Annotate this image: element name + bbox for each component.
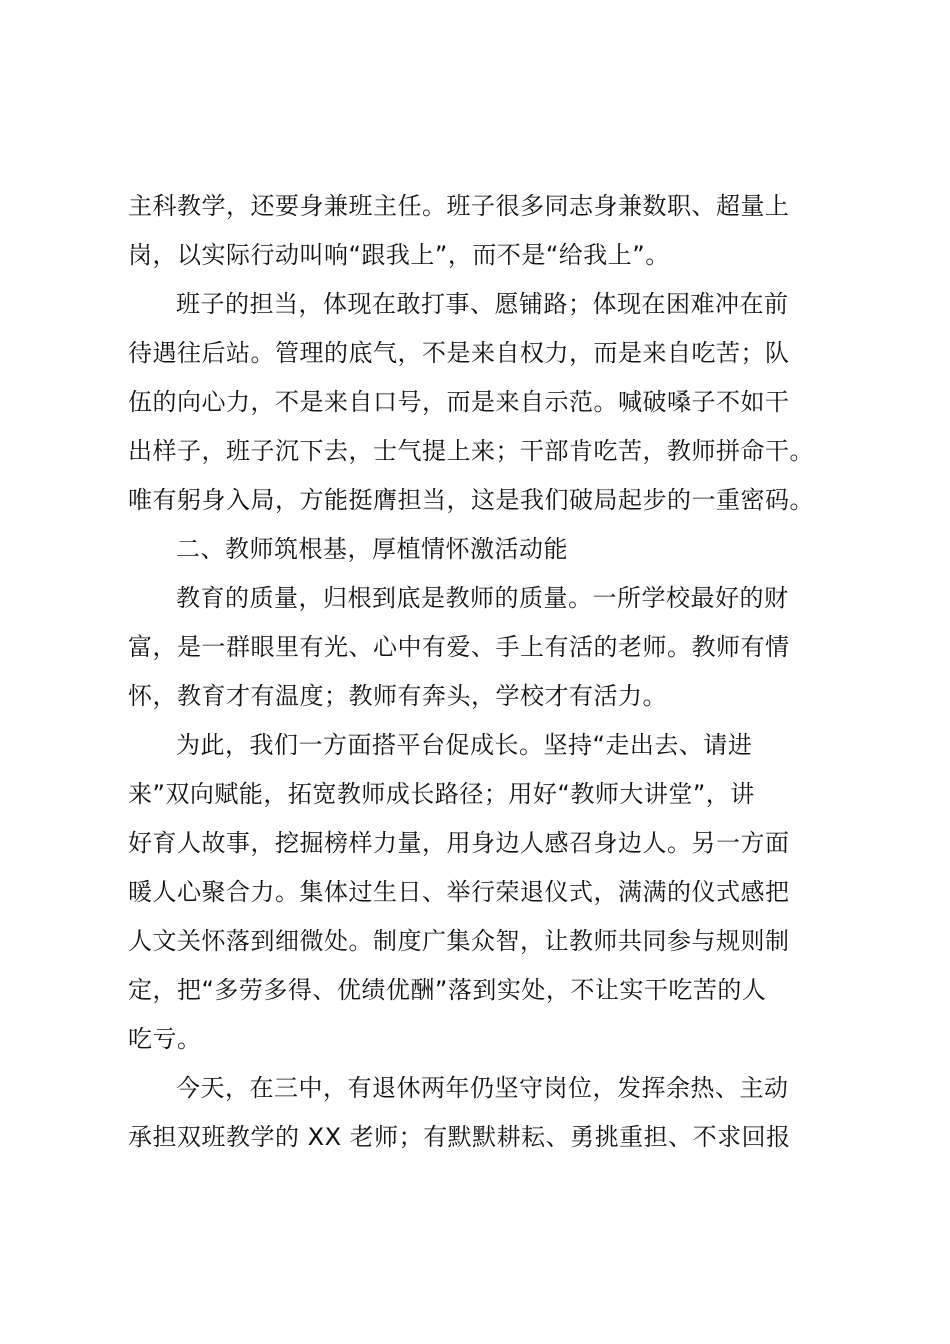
text-line: 出样子，班子沉下去，士气提上来；干部肯吃苦，教师拼命干。 [128,437,814,465]
text-line: 好育人故事，挖掘榜样力量，用身边人感召身边人。另一方面 [128,829,790,857]
text-line: 来”双向赋能，拓宽教师成长路径；用好“教师大讲堂”，讲 [128,780,755,808]
text-line: 教育的质量，归根到底是教师的质量。一所学校最好的财 [176,584,789,612]
text-line: 暖人心聚合力。集体过生日、举行荣退仪式，满满的仪式感把 [128,878,790,906]
text-line: 定，把“多劳多得、优绩优酬”落到实处，不让实干吃苦的人 [128,976,767,1004]
text-line: 承担双班教学的 XX 老师；有默默耕耘、勇挑重担、不求回报 [128,1123,791,1151]
text-line: 主科教学，还要身兼班主任。班子很多同志身兼数职、超量上 [128,192,790,220]
section-heading: 二、教师筑根基，厚植情怀激活动能 [176,535,568,563]
text-line: 富，是一群眼里有光、心中有爱、手上有活的老师。教师有情 [128,633,790,661]
text-line: 岗，以实际行动叫响“跟我上”，而不是“给我上”。 [128,241,670,269]
text-line: 怀，教育才有温度；教师有奔头，学校才有活力。 [128,682,667,710]
text-line: 人文关怀落到细微处。制度广集众智，让教师共同参与规则制 [128,927,790,955]
text-line: 今天，在三中，有退休两年仍坚守岗位，发挥余热、主动 [176,1074,789,1102]
text-line: 吃亏。 [128,1025,202,1053]
text-line: 为此，我们一方面搭平台促成长。坚持“走出去、请进 [176,731,753,759]
text-line: 伍的向心力，不是来自口号，而是来自示范。喊破嗓子不如干 [128,388,790,416]
document-page [128,182,840,1162]
text-line: 待遇往后站。管理的底气，不是来自权力，而是来自吃苦；队 [128,339,790,367]
text-line: 班子的担当，体现在敢打事、愿铺路；体现在困难冲在前 [176,290,789,318]
text-line: 唯有躬身入局，方能挺膺担当，这是我们破局起步的一重密码。 [128,486,814,514]
